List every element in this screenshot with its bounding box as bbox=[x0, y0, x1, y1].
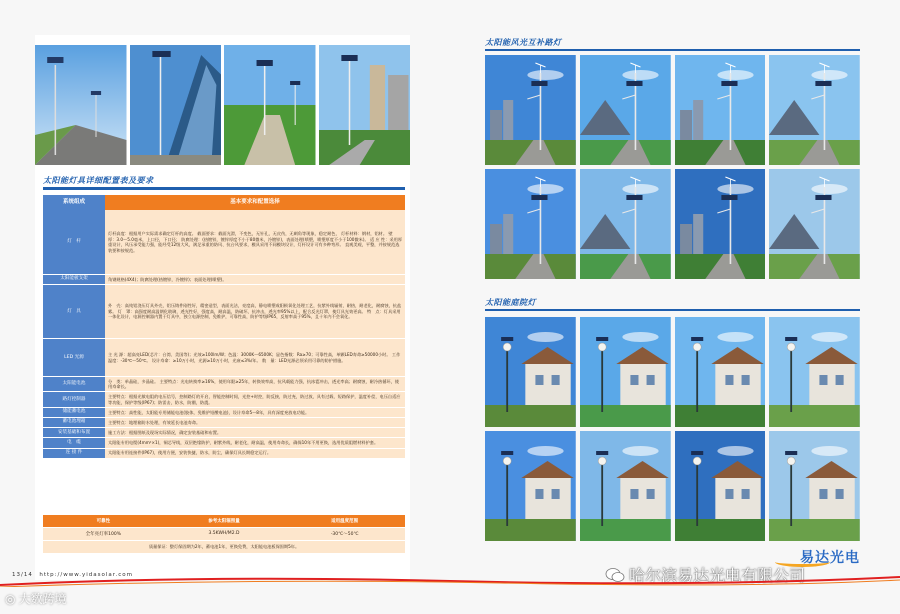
row-text: 主要特点：高性能，太阳能专用储能电池(胶体，免维护铅酸电池)，设计寿命5～8年，具有深度充放电功能。 bbox=[105, 407, 405, 417]
table-row bbox=[43, 285, 405, 339]
row-label: 灯 具 bbox=[43, 285, 105, 339]
photo-forest-wind bbox=[769, 169, 860, 279]
table-row bbox=[43, 407, 405, 417]
spec-table bbox=[43, 195, 405, 459]
photo-garden-ball-lamps bbox=[580, 431, 671, 541]
photo-bridge-city bbox=[580, 169, 671, 279]
row-text: 分 类：单晶硅，多晶硅。 主要特点：光电转换率≥16%，使用年限≥25年，转换效率高，抗风载能力强，抗冰雹冲击，透光率高；耐腐蚀，耐冷热循环，使用寿命长。 bbox=[105, 377, 405, 392]
row-text: 灯杆高度：根据用户实际需求确定灯杆的高度。 截面要求：截面光滑，不变色，无针孔，无皮伤，无刺角等现象，稳定耐色， 灯杆材料：钢材，铝材。 壁 厚：3.0～5.0毫米，上口径，下口径； 防腐处理：(热镀锌，镀锌厚度不小于80微米，冷镀锌)，表面处理(喷塑，喷塑厚度不小于100微米)。 适 应 性：采用厚重设计，风压承受能力强，能经受12级大风，满足承重的防风、抗台风要求，模具采用不同模块设计，灯杆设计可有多种弯形。 直观美观，平整，并按规范选装要和按规范。 bbox=[105, 210, 405, 274]
spec-table-head bbox=[43, 195, 405, 210]
spec-head-right: 基本要求和配置选择 bbox=[105, 195, 405, 210]
summary-val-temperature: -30℃～50℃ bbox=[284, 528, 405, 540]
row-label: 路灯控制器 bbox=[43, 392, 105, 407]
photo-train-wind-solar bbox=[675, 55, 766, 165]
summary-head-temperature: 适用温度范围 bbox=[284, 515, 405, 527]
row-label: 灯 杆 bbox=[43, 210, 105, 274]
red-swoosh bbox=[0, 575, 900, 587]
logo-text: 易达光电 bbox=[800, 550, 860, 566]
watermark-company: 哈尔滨易达光电有限公司 bbox=[629, 566, 806, 585]
row-text: 太阳能专用连接件(IP67)，使用方便，安装快捷，防水，防尘，确保灯具长期稳定运行。 bbox=[105, 448, 405, 458]
photo-garden-building bbox=[485, 317, 576, 427]
site-logo-icon: ◎ bbox=[5, 591, 16, 606]
spec-section-title: 太阳能灯具详细配置表及要求 bbox=[43, 176, 154, 185]
photo-city-lamps bbox=[319, 45, 411, 165]
photo-tower-lamp bbox=[130, 45, 222, 165]
photo-garden-lamp-house bbox=[675, 431, 766, 541]
photo-garden-lamps-houses bbox=[769, 431, 860, 541]
photo-tree-lined-road bbox=[769, 55, 860, 165]
spec-head-left: 系统组成 bbox=[43, 195, 105, 210]
row-label: LED 光源 bbox=[43, 339, 105, 377]
page-number: 13/14 http://www.yidasolar.com bbox=[12, 572, 133, 578]
summary-val-irradiance: 3.5KWH/M2.D bbox=[164, 528, 285, 540]
spec-title-rule bbox=[43, 187, 405, 190]
left-page bbox=[35, 35, 410, 580]
photo-garden-lamp-villa bbox=[769, 317, 860, 427]
photo-street-lamps bbox=[35, 45, 127, 165]
row-text: 主要特点：地埋箱防水处理，有效延长电池寿命。 bbox=[105, 417, 405, 427]
table-row bbox=[43, 377, 405, 392]
photo-river-wind-solar bbox=[580, 55, 671, 165]
row-label: 太阳能板支架 bbox=[43, 274, 105, 284]
table-row bbox=[43, 392, 405, 407]
table-row bbox=[43, 448, 405, 458]
row-label: 连 接 件 bbox=[43, 448, 105, 458]
table-row bbox=[43, 339, 405, 377]
table-row bbox=[43, 210, 405, 274]
photo-city-wind-solar bbox=[485, 55, 576, 165]
photo-garden-lamps-lawn bbox=[675, 317, 766, 427]
row-text: 外 壳：高纯铝浇压灯具外壳，铝压铸件刚性好，精密造型，表面光洁，亮度高，静电喷塑或阳极氧化处理工艺，抗紫外线辐射，耐热，耐老化，耐腐蚀，抗盐雾。 灯 罩：高强度耐高温钢化玻璃，透光性好，强度高，耐高温，防破坏，抗冲击，透光率95%以上，配合反光灯罩，使灯具光效更高。 特 点：灯具采用一体化设计，电源控制器内置于灯具中，独立电源控制，免维护，可靠性高，防护等级IP65，反射率高于95%，且十年内不会氧化。 bbox=[105, 285, 405, 339]
row-text: 太阳能专用电缆(4mm²×1)，铜芯导线，双层绝缘防护，耐紫外线，耐老化，耐高温，使用寿命长，确保10年不用更换，选用优质阻燃材料护套。 bbox=[105, 438, 405, 448]
row-text: 角钢规格(4X4)；防腐处理(热镀锌，冷镀锌)；表面处理(喷塑)。 bbox=[105, 274, 405, 284]
wind-solar-grid bbox=[485, 55, 860, 279]
photo-park-lamps bbox=[224, 45, 316, 165]
photo-villa-gate bbox=[485, 431, 576, 541]
summary-val-reliability: 全年亮灯率100% bbox=[43, 528, 164, 540]
row-text: 主 光 源：超高亮LED(芯片：台湾、美国等)；光效≥100lm/W；色温：3000K～6500K；显色指数：Ra≥70；可靠性高，单颗LED寿命≥50000小时。 工作温度：-30℃～50℃。 设计寿命：≥10万小时，光源≥10万小时，光衰≤3%/年。 数 量：LED光源必须采用可靠的防护措施。 bbox=[105, 339, 405, 377]
row-label: 安装基础和布置 bbox=[43, 428, 105, 438]
table-row bbox=[43, 417, 405, 427]
row-label: 储能蓄电池 bbox=[43, 407, 105, 417]
top-photo-strip bbox=[35, 45, 410, 165]
photo-mountain-wind bbox=[675, 169, 766, 279]
site-watermark bbox=[5, 590, 67, 607]
summary-head-irradiance: 参考太阳辐照量 bbox=[164, 515, 285, 527]
table-row bbox=[43, 438, 405, 448]
row-text: 主要特点：根据光敏电阻的电压信号，控制路灯的开启，智能控制时间，光控+时控，防反接，防过充，防过放，具有过载、短路保护，温度补偿，电压自适应等功能，保护等级(IP67)；防雷击，防水，防潮，防震。 bbox=[105, 392, 405, 407]
summary-head-row bbox=[43, 515, 405, 527]
summary-head-reliability: 可靠性 bbox=[43, 515, 164, 527]
table-row bbox=[43, 274, 405, 284]
row-label: 太阳能电池 bbox=[43, 377, 105, 392]
photo-garden-lamp-green bbox=[580, 317, 671, 427]
garden-grid bbox=[485, 317, 860, 541]
garden-rule bbox=[485, 309, 860, 311]
photo-blue-sky-wind bbox=[485, 169, 576, 279]
row-text: 施工方法：根据图纸及现场实际情况，确定安装基础和布置。 bbox=[105, 428, 405, 438]
table-row bbox=[43, 428, 405, 438]
wind-solar-title: 太阳能风光互补路灯 bbox=[485, 38, 562, 47]
summary-value-row bbox=[43, 528, 405, 540]
warranty-note: 质量保证：整灯保固期为2年，蓄电池1年，更换免费，太阳能电池板保固期5年。 bbox=[43, 541, 405, 553]
wind-solar-rule bbox=[485, 49, 860, 51]
site-watermark-text: 大数跨境 bbox=[18, 592, 67, 606]
row-label: 电 缆 bbox=[43, 438, 105, 448]
garden-title: 太阳能庭院灯 bbox=[485, 298, 536, 307]
row-label: 蓄电池埋箱 bbox=[43, 417, 105, 427]
right-page bbox=[475, 35, 870, 580]
